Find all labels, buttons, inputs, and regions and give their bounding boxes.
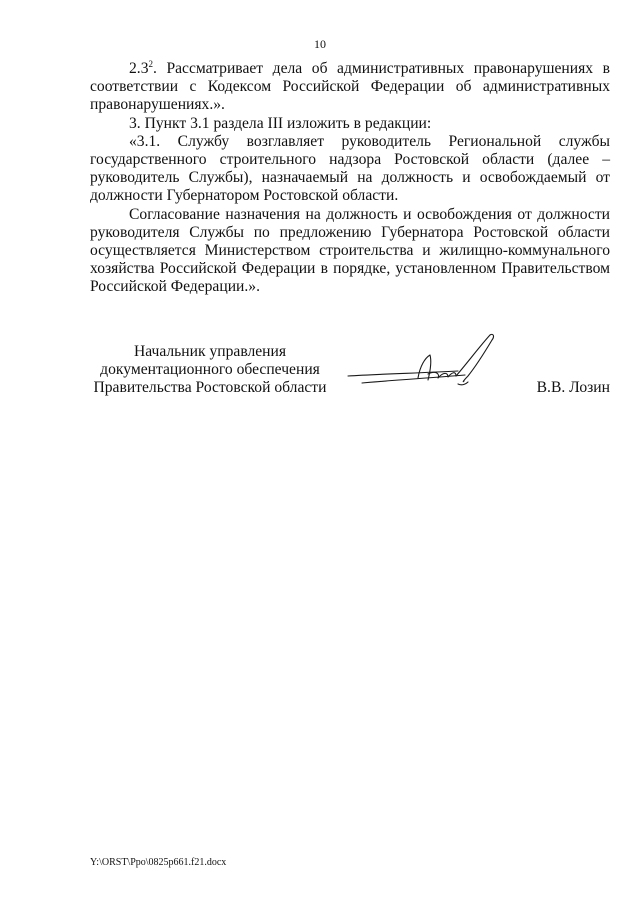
signature-block [90, 343, 610, 403]
footer-file-path: Y:\ORST\Ppo\0825p661.f21.docx [90, 857, 227, 868]
document-body [90, 60, 610, 297]
page-number: 10 [314, 37, 326, 51]
signatory-title [90, 343, 330, 398]
paragraph-2-3-2 [90, 60, 610, 115]
clause-superscript: 2 [148, 58, 153, 69]
signatory-name: В.В. Лозин [536, 379, 610, 396]
signatory-title-line-2: документационного обеспечения [100, 361, 320, 379]
paragraph-approval: Согласование назначения на должность и освобождения от должности руководителя Службы по предложению Губернатора Ростовской области осуществляется Министерством строительства и жилищно-коммунального хозяйства Российской Федерации в порядке, установленном Правительством Российской Федерации.». [90, 205, 610, 296]
clause-number: 2.3 [129, 60, 149, 77]
signatory-title-line-3: Правительства Ростовской области [93, 379, 327, 397]
handwritten-signature [340, 328, 510, 408]
clause-text: . Рассматривает дела об административных правонарушениях в соответствии с Кодексом Российской Федерации об административных правонарушениях.». [90, 60, 610, 114]
paragraph-3-1: «3.1. Службу возглавляет руководитель Региональной службы государственного строительного надзора Ростовской области (далее – руководитель Службы), назначаемый на должность и освобождаемый от должности Губернатором Ростовской области. [90, 132, 610, 205]
paragraph-item-3: 3. Пункт 3.1 раздела III изложить в редакции: [129, 114, 432, 132]
signatory-title-line-1: Начальник управления [133, 343, 287, 360]
